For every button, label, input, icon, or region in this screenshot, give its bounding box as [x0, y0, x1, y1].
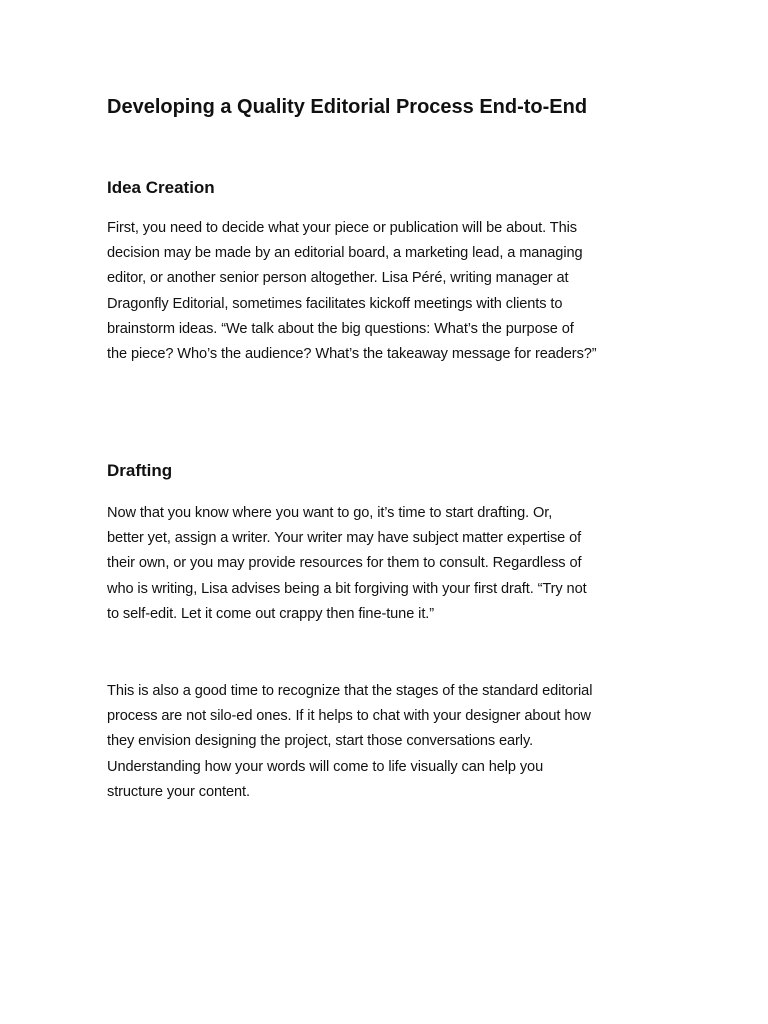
- paragraph-drafting-2: [107, 679, 667, 805]
- section-heading-idea-creation: Idea Creation: [107, 178, 215, 197]
- paragraph-line: brainstorm ideas. “We talk about the big questions: What’s the purpose of: [107, 320, 574, 337]
- paragraph-line: to self-edit. Let it come out crappy then fine-tune it.”: [107, 605, 434, 622]
- paragraph-line: First, you need to decide what your piece or publication will be about. This: [107, 220, 577, 236]
- paragraph-line: they envision designing the project, start those conversations early.: [107, 733, 534, 750]
- paragraph-line: structure your content.: [107, 783, 250, 800]
- paragraph-line: Understanding how your words will come to life visually can help you: [107, 758, 544, 775]
- paragraph-line: their own, or you may provide resources for them to consult. Regardless of: [107, 555, 582, 572]
- paragraph-idea-creation: [107, 216, 667, 367]
- paragraph-line: This is also a good time to recognize that the stages of the standard editorial: [107, 683, 593, 699]
- paragraph-line: process are not silo-ed ones. If it helps to chat with your designer about how: [107, 708, 591, 725]
- paragraph-line: the piece? Who’s the audience? What’s the takeaway message for readers?”: [107, 346, 597, 363]
- paragraph-line: Now that you know where you want to go, it’s time to start drafting. Or,: [107, 505, 553, 521]
- section-heading-drafting: Drafting: [107, 461, 173, 480]
- paragraph-drafting-1: [107, 501, 667, 627]
- paragraph-line: decision may be made by an editorial board, a marketing lead, a managing: [107, 245, 583, 262]
- document-title: Developing a Quality Editorial Process End-to-End: [107, 96, 588, 118]
- paragraph-line: better yet, assign a writer. Your writer may have subject matter expertise of: [107, 530, 582, 547]
- paragraph-line: Dragonfly Editorial, sometimes facilitates kickoff meetings with clients to: [107, 295, 563, 312]
- paragraph-line: editor, or another senior person altogether. Lisa Péré, writing manager at: [107, 270, 569, 287]
- paragraph-line: who is writing, Lisa advises being a bit forgiving with your first draft. “Try not: [107, 580, 587, 597]
